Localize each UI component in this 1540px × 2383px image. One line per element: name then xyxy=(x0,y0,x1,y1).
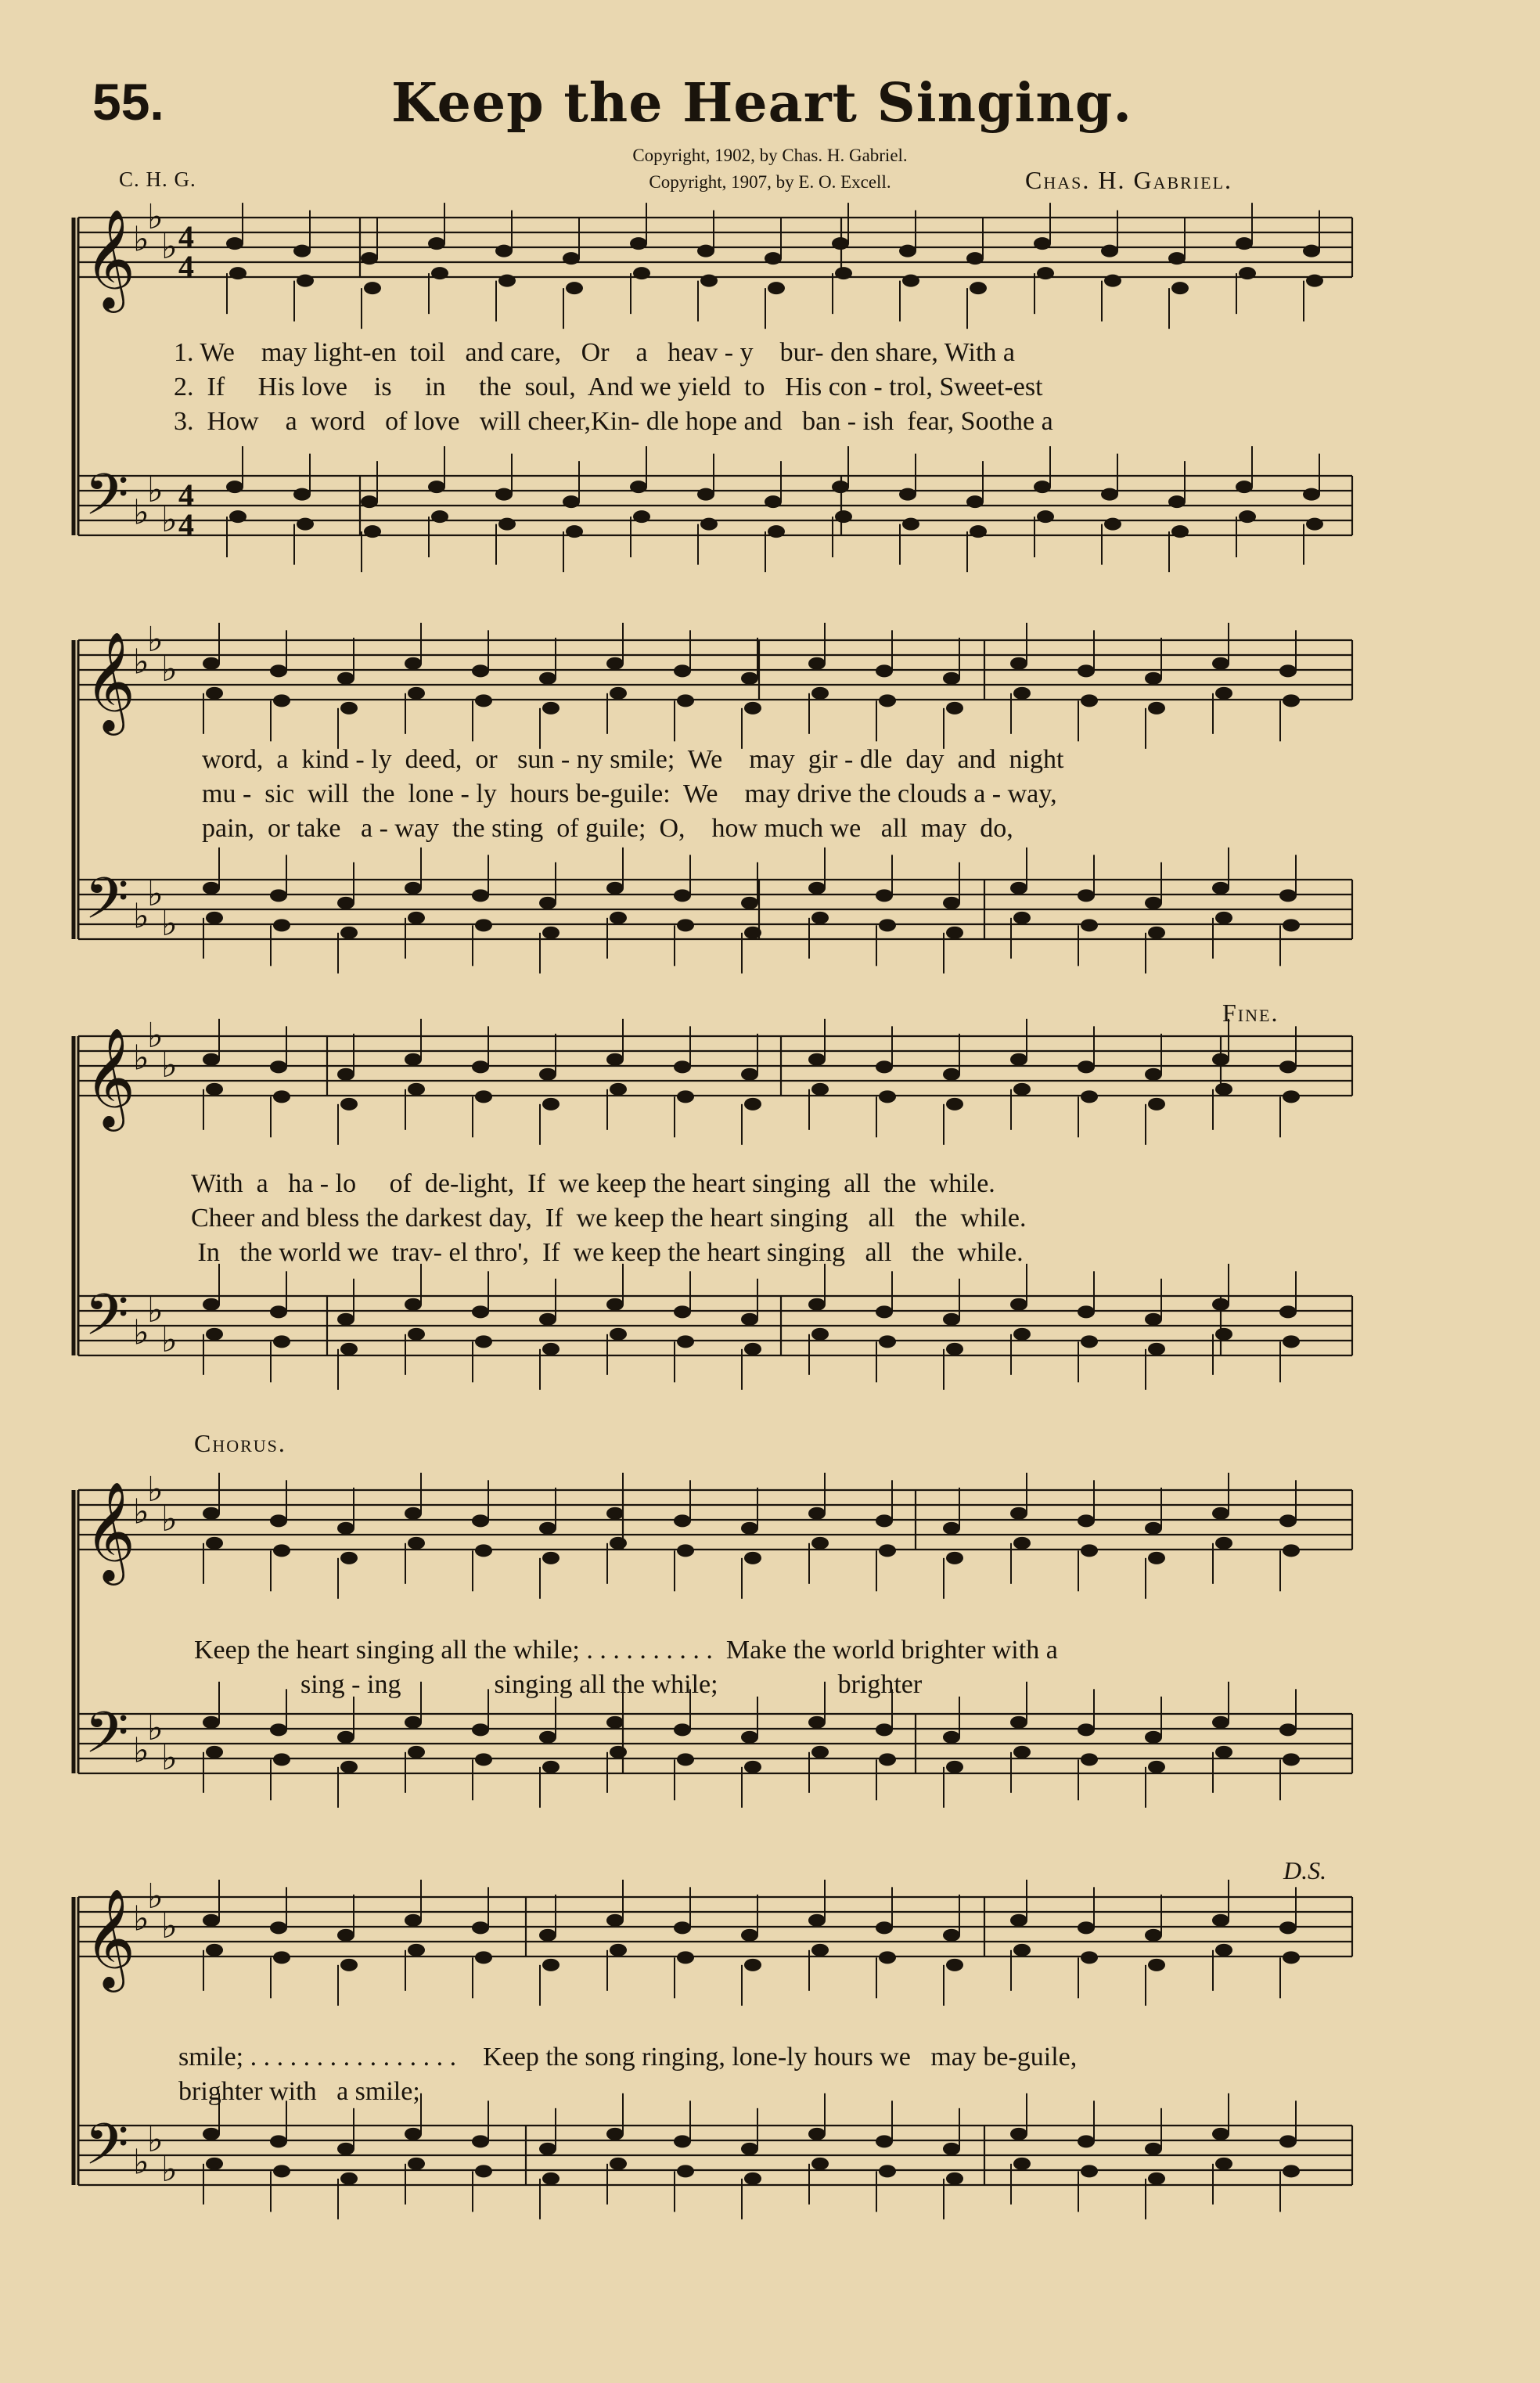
svg-text:𝄞: 𝄞 xyxy=(85,631,136,731)
svg-text:4: 4 xyxy=(178,477,194,513)
svg-text:♭: ♭ xyxy=(147,621,164,659)
svg-text:𝄢: 𝄢 xyxy=(85,1281,129,1362)
svg-text:𝄢: 𝄢 xyxy=(85,2111,129,2191)
svg-text:𝄢: 𝄢 xyxy=(85,1699,129,1780)
hymn-number: 55. xyxy=(92,73,164,131)
lyric-s1-l2: 2. If His love is in the soul, And we yield to His con - trol, Sweet-est xyxy=(174,373,1043,401)
music-by: Chas. H. Gabriel. xyxy=(1025,166,1233,194)
svg-text:𝄞: 𝄞 xyxy=(85,1027,136,1127)
svg-text:♭: ♭ xyxy=(161,650,178,689)
svg-text:♭: ♭ xyxy=(161,2151,178,2189)
svg-text:♭: ♭ xyxy=(133,897,149,936)
lyric-s1-l3: 3. How a word of love will cheer,Kin- dle hope and ban - ish fear, Soothe a xyxy=(174,407,1053,436)
svg-text:♭: ♭ xyxy=(133,1313,149,1352)
svg-text:𝄢: 𝄢 xyxy=(85,461,129,542)
lyric-s2-l1: word, a kind - ly deed, or sun - ny smile; We may gir - dle day and night xyxy=(202,745,1064,774)
svg-text:♭: ♭ xyxy=(133,1731,149,1770)
svg-text:♭: ♭ xyxy=(147,875,164,913)
svg-text:𝄞: 𝄞 xyxy=(85,208,136,308)
lyric-s1-l1: 1. We may light-en toil and care, Or a heav - y bur- den share, With a xyxy=(174,338,1016,367)
lyric-s3-l1: With a ha - lo of de-light, If we keep the heart singing all the while. xyxy=(191,1169,995,1198)
svg-text:♭: ♭ xyxy=(147,198,164,236)
lyric-s5-l1: smile; . . . . . . . . . . . . . . . . Keep the song ringing, lone-ly hours we may be-guile, xyxy=(178,2043,1078,2072)
svg-text:♭: ♭ xyxy=(147,1017,164,1055)
svg-text:♭: ♭ xyxy=(133,220,149,259)
svg-text:♭: ♭ xyxy=(147,1470,164,1509)
svg-text:♭: ♭ xyxy=(147,1291,164,1330)
lyric-s3-l3: In the world we trav- el thro', If we keep the heart singing all the while. xyxy=(191,1238,1024,1267)
svg-text:♭: ♭ xyxy=(161,501,178,539)
lyric-s2-l2: mu - sic will the lone - ly hours be-guile: We may drive the clouds a - way, xyxy=(202,779,1057,808)
svg-text:♭: ♭ xyxy=(161,228,178,266)
svg-text:♭: ♭ xyxy=(133,2143,149,2182)
svg-text:𝄞: 𝄞 xyxy=(85,1888,136,1988)
svg-text:♭: ♭ xyxy=(161,1321,178,1359)
svg-text:♭: ♭ xyxy=(161,1739,178,1777)
lyric-s5-l2: brighter with a smile; xyxy=(178,2077,420,2106)
svg-text:♭: ♭ xyxy=(147,2121,164,2159)
svg-text:𝄢: 𝄢 xyxy=(85,865,129,945)
svg-text:♭: ♭ xyxy=(133,643,149,682)
copyright-line-2: Copyright, 1907, by E. O. Excell. xyxy=(649,172,891,192)
lyric-s4-l2: sing - ing singing all the while; brighter xyxy=(194,1670,923,1699)
svg-text:♭: ♭ xyxy=(161,1907,178,1946)
words-by: C. H. G. xyxy=(119,167,196,191)
hymn-title: Keep the Heart Singing. xyxy=(391,72,1133,135)
lyric-s3-l2: Cheer and bless the darkest day, If we keep the heart singing all the while. xyxy=(191,1204,1027,1233)
svg-text:♭: ♭ xyxy=(147,471,164,509)
svg-text:♭: ♭ xyxy=(161,905,178,943)
chorus-label: Chorus. xyxy=(194,1429,286,1457)
svg-text:♭: ♭ xyxy=(133,493,149,532)
lyric-s4-l1: Keep the heart singing all the while; . . . . . . . . . . Make the world brighter with a xyxy=(194,1636,1058,1665)
fine-label: Fine. xyxy=(1222,999,1279,1027)
svg-text:4: 4 xyxy=(178,249,194,284)
svg-text:♭: ♭ xyxy=(147,1877,164,1916)
copyright-line-1: Copyright, 1902, by Chas. H. Gabriel. xyxy=(632,146,908,165)
svg-text:4: 4 xyxy=(178,219,194,254)
svg-text:4: 4 xyxy=(178,507,194,542)
svg-text:♭: ♭ xyxy=(133,1039,149,1078)
ds-label: D.S. xyxy=(1283,1856,1327,1884)
svg-text:♭: ♭ xyxy=(133,1899,149,1938)
svg-text:♭: ♭ xyxy=(147,1709,164,1748)
svg-text:♭: ♭ xyxy=(161,1046,178,1085)
svg-text:♭: ♭ xyxy=(161,1500,178,1539)
svg-text:𝄞: 𝄞 xyxy=(85,1481,136,1581)
svg-text:♭: ♭ xyxy=(133,1492,149,1532)
lyric-s2-l3: pain, or take a - way the sting of guile; O, how much we all may do, xyxy=(202,814,1013,843)
